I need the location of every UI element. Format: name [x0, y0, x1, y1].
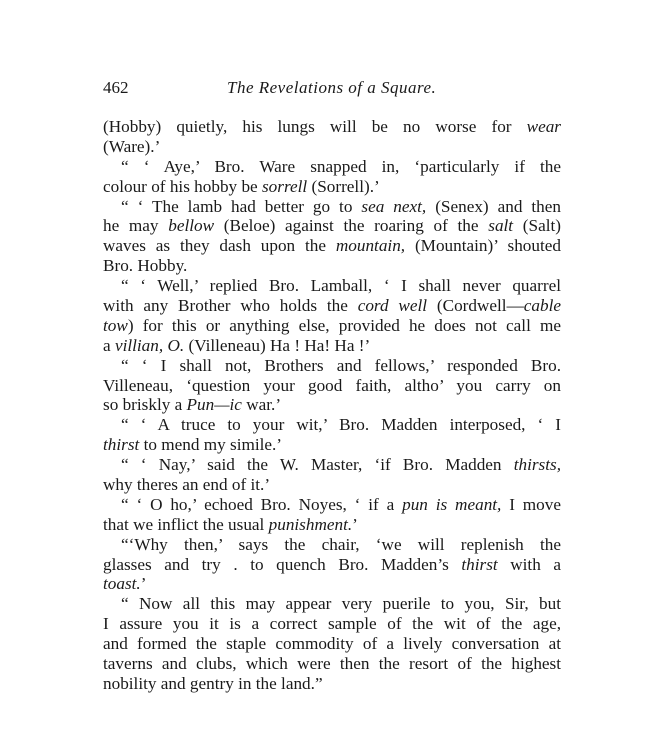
text-line — [103, 296, 561, 316]
text-segment: I move — [501, 494, 561, 514]
text-segment: “ ‘ A truce to your wit,’ Bro. Madden interposed, ‘ I — [121, 415, 561, 435]
text-line — [103, 336, 561, 356]
text-segment: “ ‘ Aye,’ Bro. Ware snapped in, ‘particularly if the — [121, 156, 561, 176]
text-line — [103, 216, 561, 236]
text-segment: (Hobby) quietly, his lungs will be no worse for — [103, 117, 527, 136]
italic-text: thirst — [103, 435, 140, 455]
italic-text: bellow — [168, 216, 215, 236]
text-segment: colour of his hobby be — [103, 176, 262, 196]
text-line — [103, 356, 561, 376]
italic-text: sea next, — [361, 196, 427, 216]
italic-text: thirst — [461, 554, 498, 574]
text-segment: with a — [497, 554, 562, 574]
text-segment: Bro. Hobby. — [103, 256, 188, 276]
text-segment: glasses and try . to quench Bro. Madden’s — [103, 554, 462, 574]
text-line — [103, 177, 561, 197]
text-segment: taverns and clubs, which were then the resort of the highest — [103, 654, 561, 674]
text-segment: (Senex) and then — [426, 196, 561, 216]
text-segment: (Salt) — [513, 216, 561, 236]
text-line — [103, 455, 561, 475]
text-segment: (Ware).’ — [103, 136, 161, 156]
text-segment: “ ‘ Well,’ replied Bro. Lamball, ‘ I shall never quarrel — [121, 276, 561, 296]
text-line — [103, 395, 561, 415]
text-segment: (Beloe) against the roaring of the — [214, 216, 489, 236]
text-line — [103, 574, 561, 594]
italic-text: salt — [488, 216, 514, 236]
text-segment: he may — [103, 216, 169, 236]
text-segment: “ ‘ Nay,’ said the W. Master, ‘if Bro. Madden — [121, 455, 514, 475]
text-segment: I assure you it is a correct sample of the wit of the age, — [103, 614, 561, 634]
italic-text: thirsts, — [513, 455, 561, 475]
italic-text: toast. — [103, 574, 141, 594]
text-line — [103, 137, 561, 157]
text-segment: ’ — [352, 514, 358, 534]
text-line — [103, 475, 561, 495]
text-segment: why theres an end of it.’ — [103, 475, 271, 495]
text-segment: with any Brother who holds the — [103, 296, 358, 316]
text-segment: that we inflict the usual — [103, 514, 269, 534]
text-line — [103, 515, 561, 535]
running-title: The Revelations of a Square. — [227, 78, 437, 97]
body-text — [103, 117, 561, 694]
text-segment: (Villeneau) Ha ! Ha! Ha !’ — [184, 335, 371, 355]
italic-text: mountain, — [335, 236, 406, 256]
text-line — [103, 376, 561, 396]
text-segment: a — [103, 335, 115, 355]
text-segment: (Cordwell— — [427, 296, 524, 316]
italic-text: punishment. — [268, 514, 353, 534]
italic-text: wear — [526, 117, 561, 136]
italic-text: Pun—ic — [186, 395, 242, 415]
text-segment: (Mountain)’ shouted — [405, 236, 561, 256]
page-number: 462 — [103, 78, 129, 97]
text-line — [103, 316, 561, 336]
text-segment: “ ‘ I shall not, Brothers and fellows,’ responded Bro. — [121, 355, 561, 375]
italic-text: tow — [103, 315, 128, 335]
text-line — [103, 535, 561, 555]
text-segment: “ ‘ O ho,’ echoed Bro. Noyes, ‘ if a — [121, 494, 403, 514]
text-segment: and formed the staple commodity of a lively conversation at — [103, 634, 561, 654]
text-line — [103, 117, 561, 137]
text-line — [103, 654, 561, 674]
text-line — [103, 594, 561, 614]
text-line — [103, 256, 561, 276]
text-segment: waves as they dash upon the — [103, 236, 336, 256]
text-segment: ’ — [140, 574, 147, 594]
text-segment: (Sorrell).’ — [307, 176, 380, 196]
text-line — [103, 435, 561, 455]
italic-text: villian, O. — [114, 335, 185, 355]
text-segment: nobility and gentry in the land.” — [103, 673, 323, 693]
text-segment: “‘Why then,’ says the chair, ‘we will replenish the — [121, 534, 561, 554]
italic-text: sorrell — [261, 176, 308, 196]
running-head — [103, 78, 561, 102]
text-line — [103, 614, 561, 634]
text-line — [103, 157, 561, 177]
text-segment: war.’ — [241, 395, 282, 415]
text-segment: “ Now all this may appear very puerile to you, Sir, but — [121, 594, 561, 614]
text-line — [103, 555, 561, 575]
italic-text: cord well — [357, 296, 428, 316]
text-segment: ) for this or anything else, provided he does not call me — [127, 315, 561, 335]
text-line — [103, 634, 561, 654]
text-segment: “ ‘ The lamb had better go to — [121, 196, 362, 216]
text-line — [103, 415, 561, 435]
text-segment: Villeneau, ‘question your good faith, altho’ you carry on — [103, 375, 561, 395]
text-segment: to mend my simile.’ — [139, 435, 283, 455]
text-segment: so briskly a — [103, 395, 187, 415]
text-line — [103, 674, 561, 694]
text-line — [103, 495, 561, 515]
text-line — [103, 276, 561, 296]
italic-text: cable — [523, 296, 561, 316]
text-line — [103, 197, 561, 217]
italic-text: pun is meant, — [402, 494, 502, 514]
text-line — [103, 236, 561, 256]
